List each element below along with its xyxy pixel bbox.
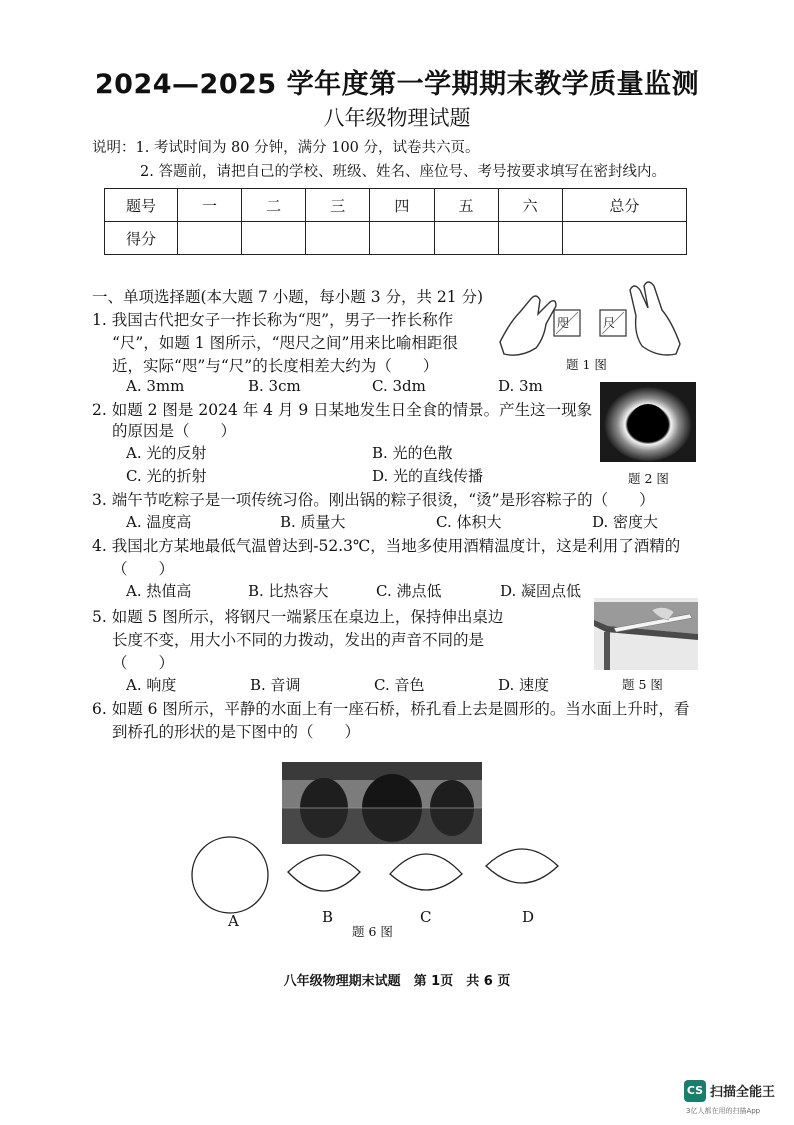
- q2-option-c: C. 光的折射: [126, 467, 207, 485]
- q4-line-1: 4. 我国北方某地最低气温曾达到-52.3℃，当地多使用酒精温度计，这是利用了酒精的: [92, 537, 681, 555]
- instruction-line-2: 2. 答题前，请把自己的学校、班级、姓名、座位号、考号按要求填写在密封线内。: [140, 164, 666, 180]
- score-header-cell: 四: [370, 189, 434, 222]
- q4-option-a: A. 热值高: [126, 582, 192, 600]
- q6-caption: 题 6 图: [352, 924, 393, 939]
- q1-option-b: B. 3cm: [248, 377, 301, 395]
- q3-option-d: D. 密度大: [592, 513, 659, 531]
- page-footer: 八年级物理期末试题 第 1页 共 6 页: [283, 974, 511, 989]
- score-cell[interactable]: [498, 222, 562, 255]
- q5-option-c: C. 音色: [374, 676, 425, 694]
- q5-option-b: B. 音调: [250, 676, 301, 694]
- q1-option-d: D. 3m: [498, 377, 543, 395]
- score-cell[interactable]: [306, 222, 370, 255]
- score-header-cell: 总分: [562, 189, 686, 222]
- score-header-cell: 三: [306, 189, 370, 222]
- q2-line-2: 的原因是（ ）: [112, 422, 237, 440]
- q3-line-1: 3. 端午节吃粽子是一项传统习俗。刚出锅的粽子很烫，“烫”是形容粽子的（ ）: [92, 491, 655, 509]
- camscanner-name: 扫描全能王: [710, 1085, 776, 1100]
- q1-line-2: “尺”，如题 1 图所示，“咫尺之间”用来比喻相距很: [112, 334, 458, 352]
- page-title: 2024—2025 学年度第一学期期末教学质量监测: [94, 69, 700, 100]
- q4-line-2: （ ）: [112, 560, 175, 578]
- q3-option-c: C. 体积大: [436, 513, 502, 531]
- score-table-header-row: [105, 189, 687, 222]
- score-table-score-row: [105, 222, 687, 255]
- q2-caption: 题 2 图: [628, 471, 669, 486]
- score-table: [104, 188, 687, 255]
- camscanner-logo: CS: [684, 1080, 706, 1102]
- score-cell[interactable]: [242, 222, 306, 255]
- q1-box-left-label: 咫: [557, 316, 570, 330]
- q3-option-a: A. 温度高: [126, 513, 192, 531]
- page-subtitle: 八年级物理试题: [323, 106, 471, 130]
- q6-shape-d: [486, 849, 558, 883]
- q5-option-d: D. 速度: [498, 676, 550, 694]
- score-header-cell: 题号: [105, 189, 178, 222]
- score-header-cell: 六: [498, 189, 562, 222]
- q4-option-c: C. 沸点低: [376, 582, 442, 600]
- q5-caption: 题 5 图: [622, 677, 663, 692]
- score-cell[interactable]: [562, 222, 686, 255]
- q4-option-d: D. 凝固点低: [500, 582, 582, 600]
- q6-label-b: B: [322, 908, 334, 926]
- score-header-cell: 五: [434, 189, 498, 222]
- q5-ruler-figure: [594, 598, 698, 670]
- q6-label-c: C: [420, 908, 432, 926]
- score-cell[interactable]: [434, 222, 498, 255]
- q1-box-right-label: 尺: [603, 316, 616, 330]
- section-heading: 一、单项选择题(本大题 7 小题，每小题 3 分，共 21 分): [92, 288, 484, 306]
- q5-line-2: 长度不变，用大小不同的力拨动，发出的声音不同的是: [112, 631, 485, 649]
- q6-label-a: A: [228, 912, 239, 930]
- q5-line-1: 5. 如题 5 图所示，将钢尺一端紧压在桌边上，保持伸出桌边: [92, 608, 504, 626]
- q2-option-a: A. 光的反射: [126, 444, 207, 462]
- score-cell[interactable]: [370, 222, 434, 255]
- q6-line-2: 到桥孔的形状的是下图中的（ ）: [112, 723, 361, 741]
- score-header-cell: 一: [178, 189, 242, 222]
- q1-option-a: A. 3mm: [126, 377, 185, 395]
- q6-label-d: D: [522, 908, 535, 926]
- q6-answer-shapes: [180, 830, 580, 920]
- q4-option-b: B. 比热容大: [248, 582, 329, 600]
- q6-shape-b: [288, 855, 360, 891]
- q2-option-b: B. 光的色散: [372, 444, 453, 462]
- q1-option-c: C. 3dm: [372, 377, 426, 395]
- q2-line-1: 2. 如题 2 图是 2024 年 4 月 9 日某地发生日全食的情景。产生这一现象: [92, 401, 593, 419]
- q1-hands-figure: [490, 272, 690, 362]
- q1-line-3: 近，实际“咫”与“尺”的长度相差大约为（ ）: [112, 357, 439, 375]
- q1-caption: 题 1 图: [566, 357, 607, 372]
- q3-option-b: B. 质量大: [280, 513, 346, 531]
- q5-line-3: （ ）: [112, 654, 175, 672]
- q2-option-d: D. 光的直线传播: [372, 467, 484, 485]
- q6-line-1: 6. 如题 6 图所示，平静的水面上有一座石桥，桥孔看上去是圆形的。当水面上升时，看: [92, 700, 690, 718]
- score-cell[interactable]: [178, 222, 242, 255]
- q5-option-a: A. 响度: [126, 676, 177, 694]
- q2-eclipse-figure: [600, 382, 696, 462]
- score-row-label: 得分: [105, 222, 178, 255]
- q6-shape-a: [192, 837, 268, 913]
- camscanner-tagline: 3亿人都在用的扫描App: [686, 1107, 761, 1115]
- instruction-line-1: 说明：1. 考试时间为 80 分钟，满分 100 分，试卷共六页。: [92, 140, 480, 156]
- score-header-cell: 二: [242, 189, 306, 222]
- q6-shape-c: [390, 854, 462, 890]
- q1-line-1: 1. 我国古代把女子一拃长称为“咫”，男子一拃长称作: [92, 311, 454, 329]
